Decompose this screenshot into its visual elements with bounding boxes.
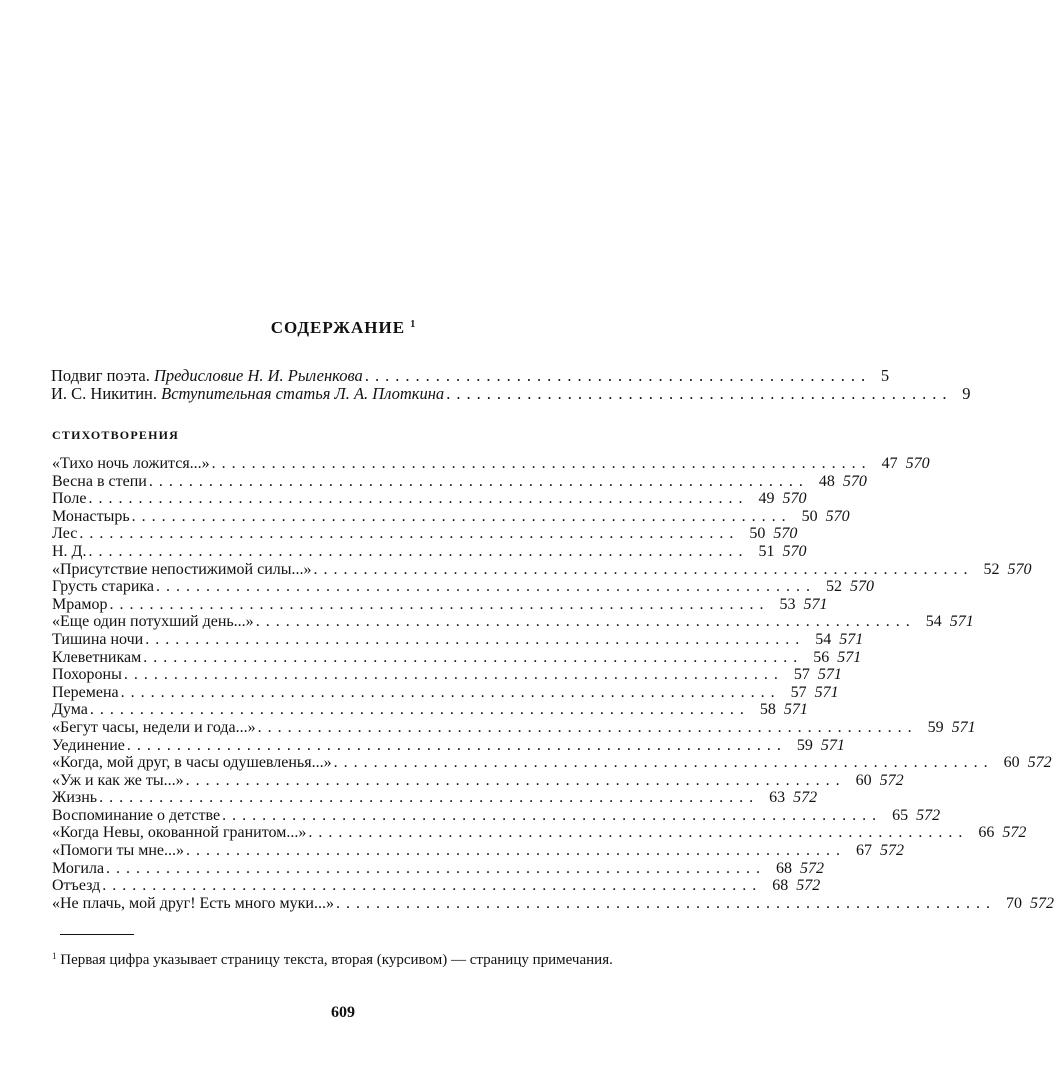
entry-page: 67: [856, 842, 873, 860]
entry-note-page: 570: [782, 490, 807, 508]
entry-page: 54: [815, 630, 832, 648]
dot-leader: ..................................................................: [156, 578, 817, 596]
toc-entry: [52, 894, 1054, 913]
entry-note-page: 570: [850, 578, 875, 596]
entry-note-page: 571: [814, 683, 839, 701]
dot-leader: ..................................................................: [308, 824, 969, 842]
entry-title: Дума: [52, 701, 88, 719]
entry-title: Уединение: [52, 736, 125, 754]
entry-title: Мрамор: [52, 595, 108, 613]
entry-page: 52: [826, 578, 843, 596]
dot-leader: ..................................................................: [131, 507, 792, 525]
toc-entry: [52, 754, 1052, 772]
toc-entry: [52, 683, 839, 702]
front-matter-plain: И. С. Никитин.: [51, 384, 162, 403]
entry-page: 56: [813, 648, 830, 666]
toc-entry: [52, 630, 864, 649]
dot-leader: ..................................................................: [313, 560, 974, 578]
toc-entry: [52, 542, 807, 561]
entry-note-page: 572: [1027, 754, 1052, 772]
entry-note-page: 571: [951, 718, 976, 736]
toc-entry: [52, 718, 976, 737]
entry-note-page: 571: [817, 666, 842, 684]
toc-list: [52, 455, 1054, 912]
dot-leader: ..................................................................: [333, 754, 994, 772]
toc-entry: [52, 507, 850, 526]
dot-leader: ..................................................................: [126, 736, 787, 754]
dot-leader: ..................................................................: [102, 877, 763, 895]
entry-page: 57: [790, 683, 807, 701]
front-matter-italic: Предисловие Н. И. Рыленкова: [153, 366, 363, 385]
entry-note-page: 571: [803, 595, 828, 613]
page-number-text: 9: [962, 384, 971, 403]
entry-page: 57: [793, 666, 810, 684]
entry-title: Отъезд: [52, 877, 101, 895]
entry-page: 68: [776, 859, 793, 877]
entry-title: «Когда Невы, окованной гранитом...»: [52, 824, 307, 842]
toc-entry: [52, 877, 821, 895]
entry-note-page: 572: [1002, 824, 1027, 842]
entry-page: 58: [759, 701, 776, 719]
toc-entry: [52, 771, 904, 790]
page-number-text: 5: [880, 366, 890, 385]
entry-note-page: 571: [783, 701, 808, 719]
entry-note-page: 571: [820, 736, 845, 754]
entry-page: 54: [925, 613, 942, 631]
entry-page: 48: [818, 472, 835, 490]
toc-entry: [52, 525, 798, 543]
entry-page: 49: [758, 490, 775, 508]
dot-leader: ..................................................................: [257, 718, 918, 736]
entry-title: «Бегут часы, недели и года...»: [52, 718, 256, 736]
entry-page: 59: [796, 736, 813, 754]
entry-title: Похороны: [52, 666, 122, 684]
dot-leader: ..................................................................: [148, 472, 809, 490]
toc-entry: [52, 648, 862, 667]
toc-entry: [52, 560, 1032, 579]
dot-leader: ..................................................................: [123, 666, 784, 684]
entry-page: 68: [772, 877, 789, 895]
section-title: СТИХОТВОРЕНИЯ: [52, 428, 180, 442]
toc-entry: [52, 824, 1027, 842]
entry-page: 63: [769, 789, 786, 807]
toc-entry: [52, 666, 842, 684]
entry-note-page: 572: [793, 789, 818, 807]
toc-entry: [52, 806, 941, 825]
toc-entry: [52, 859, 825, 878]
entry-page: 53: [779, 595, 796, 613]
footnote-divider: [60, 934, 134, 935]
dot-leader: ..................................................................: [185, 771, 846, 789]
dot-leader: ..................................................................: [89, 701, 750, 719]
footnote-text: Первая цифра указывает страницу текста, вторая (курсивом) — страницу примечания.: [60, 952, 613, 968]
toc-entry: [52, 701, 808, 719]
dot-leader: ..................................................................: [145, 630, 806, 648]
entry-page: 60: [855, 771, 872, 789]
dot-leader: ..................................................................: [99, 789, 760, 807]
contents-title: СОДЕРЖАНИЕ: [270, 318, 406, 337]
front-matter-title: [51, 384, 444, 404]
footnote-marker: 1: [410, 319, 416, 330]
entry-page: 47: [881, 455, 898, 472]
entry-note-page: 571: [949, 613, 974, 631]
footnote-mark: 1: [52, 951, 57, 961]
toc-entry: [52, 595, 828, 614]
dot-leader: ..................................................................: [88, 542, 749, 560]
entry-title: Могила: [52, 859, 105, 877]
entry-note-page: 570: [782, 542, 807, 560]
entry-title: Тишина ночи: [52, 630, 144, 648]
front-matter-title: [51, 366, 363, 386]
entry-title: «Уж и как же ты...»: [52, 771, 184, 789]
entry-note-page: 572: [800, 859, 825, 877]
entry-note-page: 570: [773, 525, 798, 543]
dot-leader: ..................................................................: [222, 806, 883, 824]
toc-entry: [52, 789, 818, 807]
entry-note-page: 571: [839, 630, 864, 648]
toc-entry: [52, 578, 875, 596]
entry-note-page: 570: [905, 455, 930, 472]
front-matter-italic: Вступительная статья Л. А. Плоткина: [161, 384, 445, 403]
dot-leader: ..................................................................: [211, 455, 872, 472]
entry-note-page: 572: [1030, 894, 1054, 912]
entry-note-page: 572: [879, 771, 904, 789]
entry-title: «Когда, мой друг, в часы одушевленья...»: [52, 754, 332, 772]
entry-note-page: 570: [825, 507, 850, 525]
page-number: 609: [331, 1004, 355, 1021]
dot-leader: ..................................................................: [106, 859, 767, 877]
dot-leader: ..................................................................: [88, 490, 749, 508]
toc-entry: [52, 472, 867, 491]
entry-page: 60: [1003, 754, 1020, 772]
entry-note-page: 572: [880, 842, 905, 860]
entry-page: 59: [927, 718, 944, 736]
toc-entry: [52, 490, 807, 508]
entry-page: 65: [892, 806, 909, 824]
toc-entry: [52, 613, 974, 631]
entry-page: 66: [978, 824, 995, 842]
entry-title: Поле: [52, 490, 87, 508]
entry-title: Перемена: [52, 683, 119, 701]
entry-page: 70: [1006, 894, 1022, 912]
entry-note-page: 572: [916, 806, 941, 824]
entry-title: Грусть старика: [52, 578, 155, 596]
entry-title: «Помоги ты мне...»: [52, 842, 185, 860]
footnote: [52, 946, 634, 970]
dot-leader: ..................................................................: [109, 595, 770, 613]
entry-title: «Присутствие непостижимой силы...»: [52, 560, 312, 578]
entry-title: «Тихо ночь ложится...»: [52, 455, 210, 472]
dot-leader: ..................................................................: [143, 648, 804, 666]
dot-leader: ..................................................................: [336, 894, 996, 912]
dot-leader: ..................................................................: [120, 683, 781, 701]
entry-note-page: 570: [842, 472, 867, 490]
front-matter-entry: [51, 366, 890, 385]
entry-page: 50: [801, 507, 818, 525]
contents-heading: [0, 318, 686, 338]
entry-page: 50: [749, 525, 766, 543]
front-matter-entry: [51, 384, 971, 403]
entry-title: Н. Д.: [52, 542, 87, 560]
entry-title: Лес: [52, 525, 78, 543]
entry-note-page: 570: [1007, 560, 1032, 578]
entry-title: Воспоминание о детстве: [52, 806, 221, 824]
entry-title: Жизнь: [52, 789, 98, 807]
entry-note-page: 572: [796, 877, 821, 895]
dot-leader: ..................................................: [446, 384, 953, 403]
entry-title: «Не плачь, мой друг! Есть много муки...»: [52, 894, 334, 912]
toc-entry: [52, 842, 905, 860]
entry-title: Клеветникам: [52, 648, 142, 666]
entry-note-page: 571: [837, 648, 862, 666]
toc-entry: [52, 455, 930, 473]
dot-leader: ..................................................................: [186, 842, 847, 860]
entry-title: «Еще один потухший день...»: [52, 613, 254, 631]
dot-leader: ..................................................: [364, 366, 872, 385]
dot-leader: ..................................................................: [255, 613, 916, 631]
entry-page: 52: [983, 560, 1000, 578]
front-matter-plain: Подвиг поэта.: [51, 366, 154, 385]
entry-title: Весна в степи: [52, 472, 147, 490]
entry-page: 51: [758, 542, 775, 560]
toc-entry: [52, 736, 845, 755]
entry-title: Монастырь: [52, 507, 130, 525]
dot-leader: ..................................................................: [79, 525, 740, 543]
